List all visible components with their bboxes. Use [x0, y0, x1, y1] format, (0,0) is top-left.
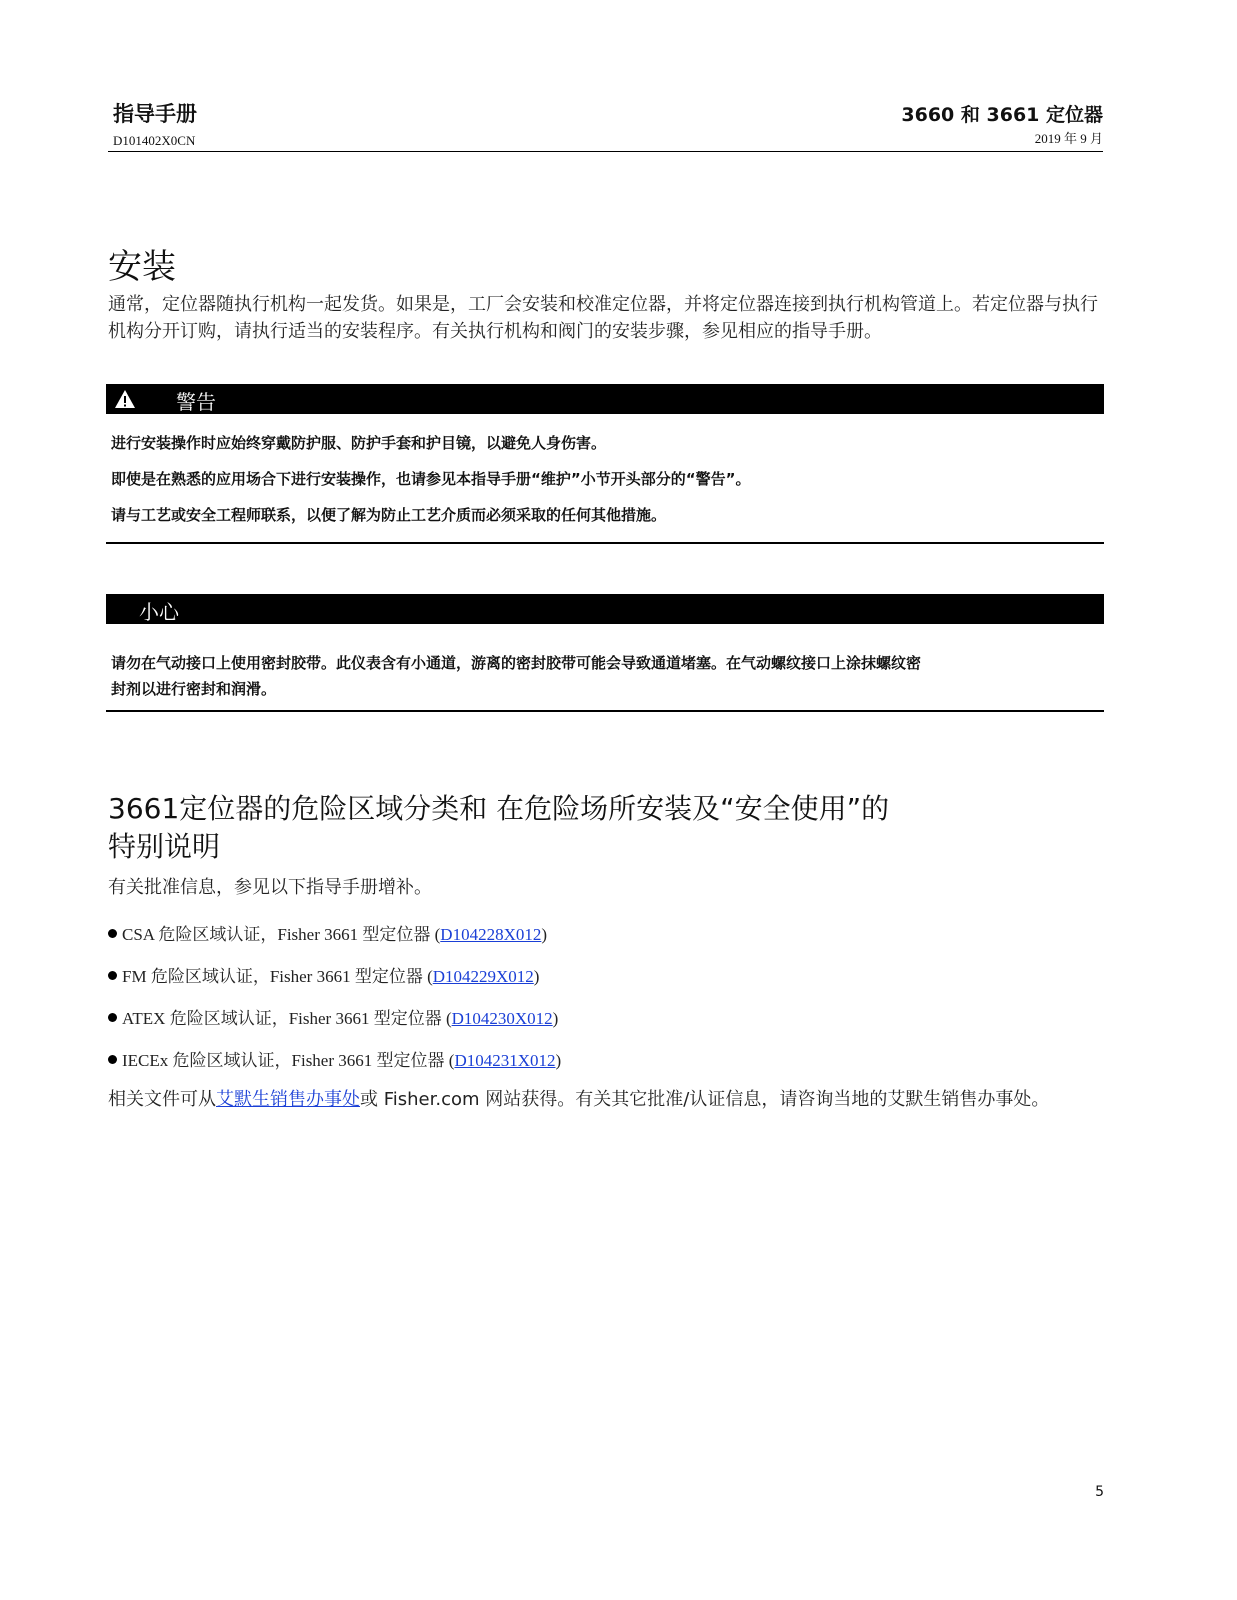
caution-line-2: 封剂以进行密封和润滑。	[111, 680, 277, 698]
link-d104231x012[interactable]: D104231X012	[454, 1051, 556, 1070]
list-item-close: )	[555, 1051, 562, 1070]
warning-banner	[106, 384, 1104, 414]
page-number: 5	[1095, 1484, 1104, 1500]
bullet-icon	[108, 1055, 117, 1064]
section-title-installation: 安装	[108, 247, 176, 287]
bullet-icon	[108, 929, 117, 938]
closing-suffix: 或 Fisher.com 网站获得。有关其它批准/认证信息，请咨询当地的艾默生销售办事处。	[360, 1089, 1050, 1110]
closing-paragraph	[108, 1086, 1068, 1113]
list-item-text: ATEX 危险区域认证，Fisher 3661 型定位器 (	[122, 1009, 452, 1028]
warning-line-1: 进行安装操作时应始终穿戴防护服、防护手套和护目镜，以避免人身伤害。	[111, 434, 607, 452]
installation-intro: 通常，定位器随执行机构一起发货。如果是，工厂会安装和校准定位器，并将定位器连接到执行机构管道上。若定位器与执行机构分开订购，请执行适当的安装程序。有关执行机构和阀门的安装步骤，参见相应的指导手册。	[108, 294, 1098, 342]
document-code: D101402X0CN	[113, 133, 196, 148]
list-item-text: IECEx 危险区域认证，Fisher 3661 型定位器 (	[122, 1051, 455, 1070]
section-title-hazardous	[108, 790, 1068, 866]
caution-line-1: 请勿在气动接口上使用密封胶带。此仪表含有小通道，游离的密封胶带可能会导致通道堵塞。在气动螺纹接口上涂抹螺纹密	[111, 654, 922, 672]
list-item-close: )	[533, 967, 540, 986]
list-item-text: FM 危险区域认证，Fisher 3661 型定位器 (	[122, 967, 433, 986]
list-item	[108, 962, 539, 987]
warning-triangle-icon	[114, 388, 136, 410]
link-d104229x012[interactable]: D104229X012	[432, 967, 534, 986]
bullet-icon	[108, 971, 117, 980]
warning-bottom-rule	[106, 542, 1104, 544]
list-item-text: CSA 危险区域认证，Fisher 3661 型定位器 (	[122, 925, 441, 944]
manual-type-label: 指导手册	[113, 102, 197, 126]
link-d104228x012[interactable]: D104228X012	[440, 925, 542, 944]
closing-prefix: 相关文件可从	[108, 1089, 216, 1110]
link-d104230x012[interactable]: D104230X012	[451, 1009, 553, 1028]
caution-title: 小心	[139, 600, 179, 624]
caution-banner	[106, 594, 1104, 624]
list-item-close: )	[552, 1009, 559, 1028]
bullet-icon	[108, 1013, 117, 1022]
list-item	[108, 1004, 558, 1029]
warning-title: 警告	[176, 390, 216, 414]
list-item-close: )	[541, 925, 548, 944]
caution-bottom-rule	[106, 710, 1104, 712]
header-divider	[108, 151, 1103, 152]
hazardous-title-line-2: 特别说明	[108, 830, 221, 863]
hazardous-title-line-1: 3661定位器的危险区域分类和 在危险场所安装及“安全使用”的	[108, 792, 890, 825]
product-title: 3660 和 3661 定位器	[901, 104, 1103, 126]
warning-line-3: 请与工艺或安全工程师联系，以便了解为防止工艺介质而必须采取的任何其他措施。	[111, 506, 667, 524]
warning-line-2: 即使是在熟悉的应用场合下进行安装操作，也请参见本指导手册“维护”小节开头部分的“警告”。	[111, 470, 751, 488]
publication-date: 2019 年 9 月	[1034, 131, 1103, 146]
hazardous-intro: 有关批准信息，参见以下指导手册增补。	[108, 877, 432, 898]
list-item	[108, 920, 547, 945]
list-item	[108, 1046, 561, 1071]
emerson-sales-office-link[interactable]: 艾默生销售办事处	[216, 1089, 360, 1110]
